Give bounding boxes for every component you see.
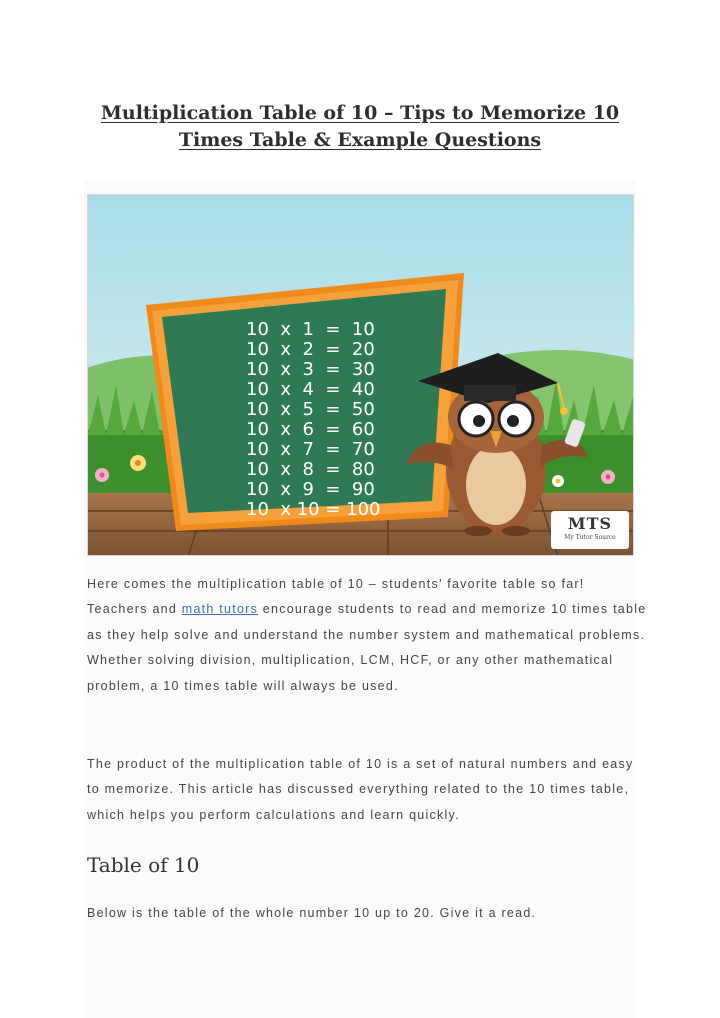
- product-paragraph: The product of the multiplication table of 10 is a set of natural numbers and easy to memorize. This article has discussed everything related to the 10 times table, which helps you perform calculations and learn quickly.: [87, 757, 634, 822]
- hero-illustration: [88, 195, 634, 556]
- board-row: 10 x 5 = 50: [246, 399, 375, 420]
- logo-mark: MTS: [567, 514, 613, 533]
- section-paragraph: Below is the table of the whole number 10 up to 20. Give it a read.: [87, 906, 537, 920]
- intro-paragraph: [87, 572, 647, 699]
- board-row: 10 x 9 = 90: [246, 479, 375, 500]
- hero-image: [87, 194, 634, 556]
- page-title: [60, 100, 660, 154]
- board-table: [246, 319, 381, 520]
- board-row: 10 x 10 = 100: [246, 499, 381, 520]
- board-row: 10 x 7 = 70: [246, 439, 375, 460]
- math-tutors-link[interactable]: math tutors: [181, 602, 259, 617]
- title-line-1: Multiplication Table of 10 – Tips to Memorize 10: [100, 102, 620, 124]
- board-row: 10 x 2 = 20: [246, 339, 375, 360]
- brand-logo: [551, 511, 629, 549]
- board-row: 10 x 6 = 60: [246, 419, 375, 440]
- title-line-2: Times Table & Example Questions: [178, 129, 542, 151]
- board-row: 10 x 4 = 40: [246, 379, 375, 400]
- intro-text-2: encourage students to read and memorize 10 times table as they help solve and understand the number system and mathematical problems. Whether solving division, multiplication, LCM, HCF, or any other mathematical problem, a 10 times table will always be used.: [87, 602, 647, 693]
- board-row: 10 x 1 = 10: [246, 319, 375, 340]
- board-row: 10 x 3 = 30: [246, 359, 375, 380]
- logo-subtitle: My Tutor Source: [564, 534, 616, 541]
- section-heading: Table of 10: [87, 853, 200, 877]
- intro-text-1: Here comes the multiplication table of 10 – students’ favorite table so far! Teachers and: [87, 577, 585, 617]
- board-row: 10 x 8 = 80: [246, 459, 375, 480]
